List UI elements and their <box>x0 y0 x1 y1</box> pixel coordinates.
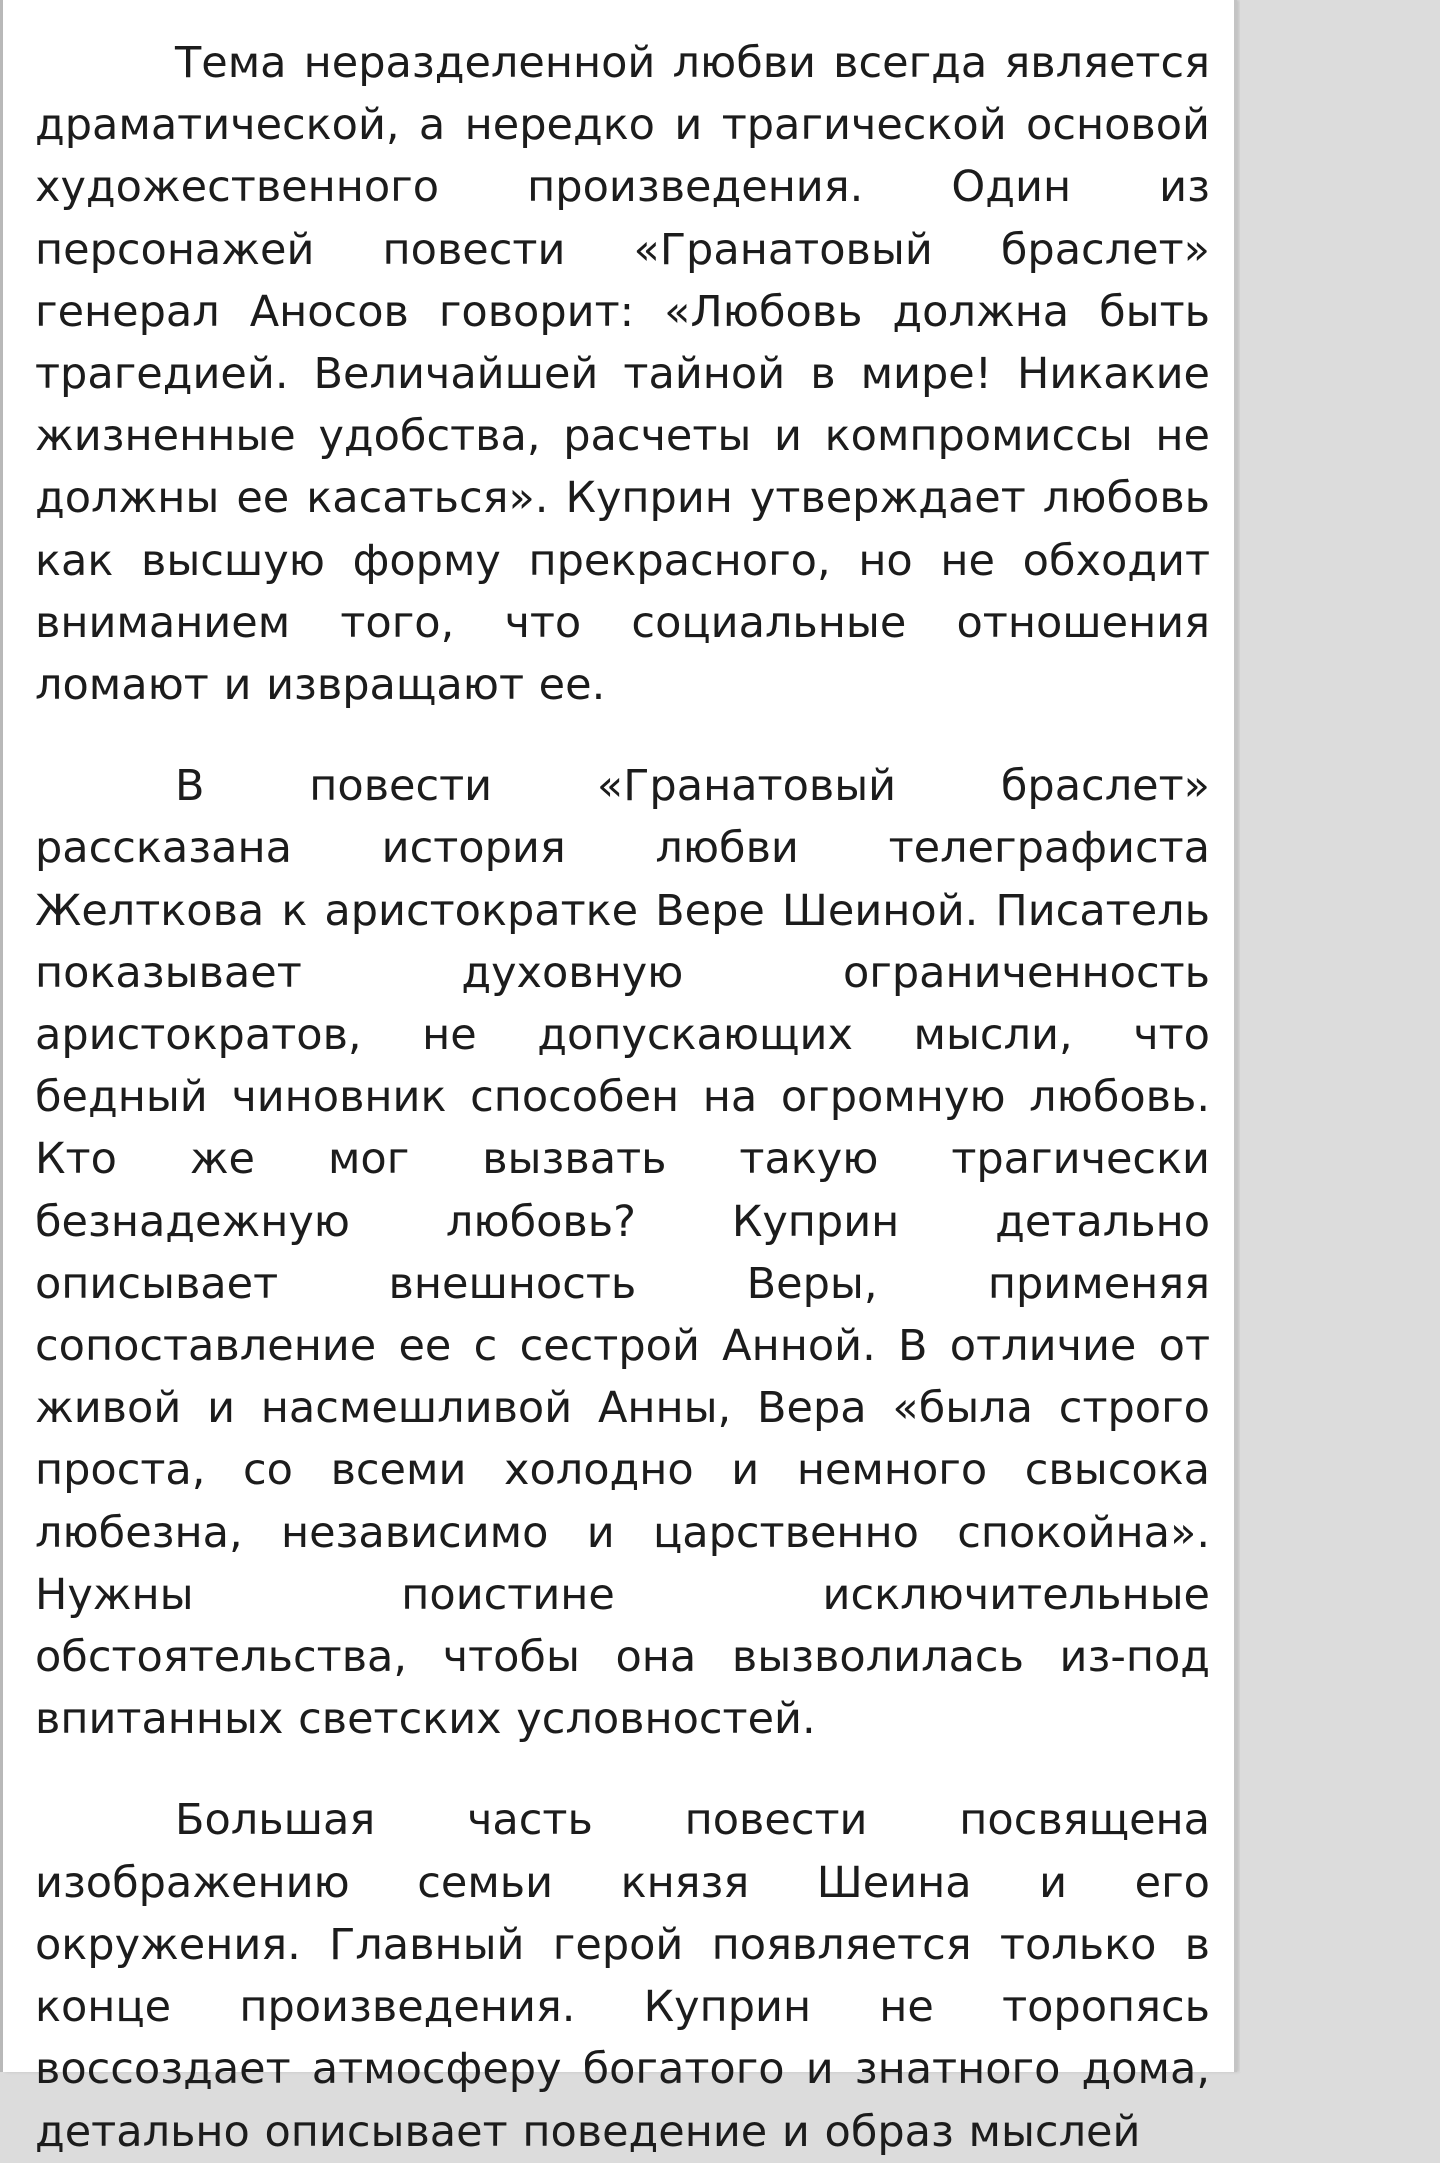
document-page[interactable] <box>3 0 1237 2157</box>
viewer-background <box>1240 0 1440 2072</box>
paragraph-1: Тема неразделенной любви всегда является драматической, а нередко и трагической основой художественного произведения. Один из персонажей повести «Гранатовый браслет» генерал Аносов говорит: «Любовь должна быть трагедией. Величайшей тайной в мире! Никакие жизненные удобства, расчеты и компромиссы не должны ее касаться». Куприн утверждает любовь как высшую форму прекрасного, но не обходит вниманием того, что социальные отношения ломают и извращают ее. <box>35 38 1210 711</box>
paragraph-2: В повести «Гранатовый браслет» рассказана история любви телеграфиста Желткова к аристократке Вере Шеиной. Писатель показывает духовную ограниченность аристократов, не допускающих мысли, что бедный чиновник способен на огромную любовь. Кто же мог вызвать такую трагически безнадежную любовь? Куприн детально описывает внешность Веры, применяя сопоставление ее с сестрой Анной. В отличие от живой и насмешливой Анны, Вера «была строго проста, со всеми холодно и немного свысока любезна, независимо и царственно спокойна». Нужны поистине исключительные обстоятельства, чтобы она вызволилась из-под впитанных светских условностей. <box>35 761 1210 1745</box>
paragraph-3: Большая часть повести посвящена изображению семьи князя Шеина и его окружения. Главный герой появляется только в конце произведения. Куприн не торопясь воссоздает атмосферу богатого и знатного дома, детально описывает поведение и образ мыслей <box>35 1795 1210 2157</box>
document-text <box>35 32 1210 2163</box>
